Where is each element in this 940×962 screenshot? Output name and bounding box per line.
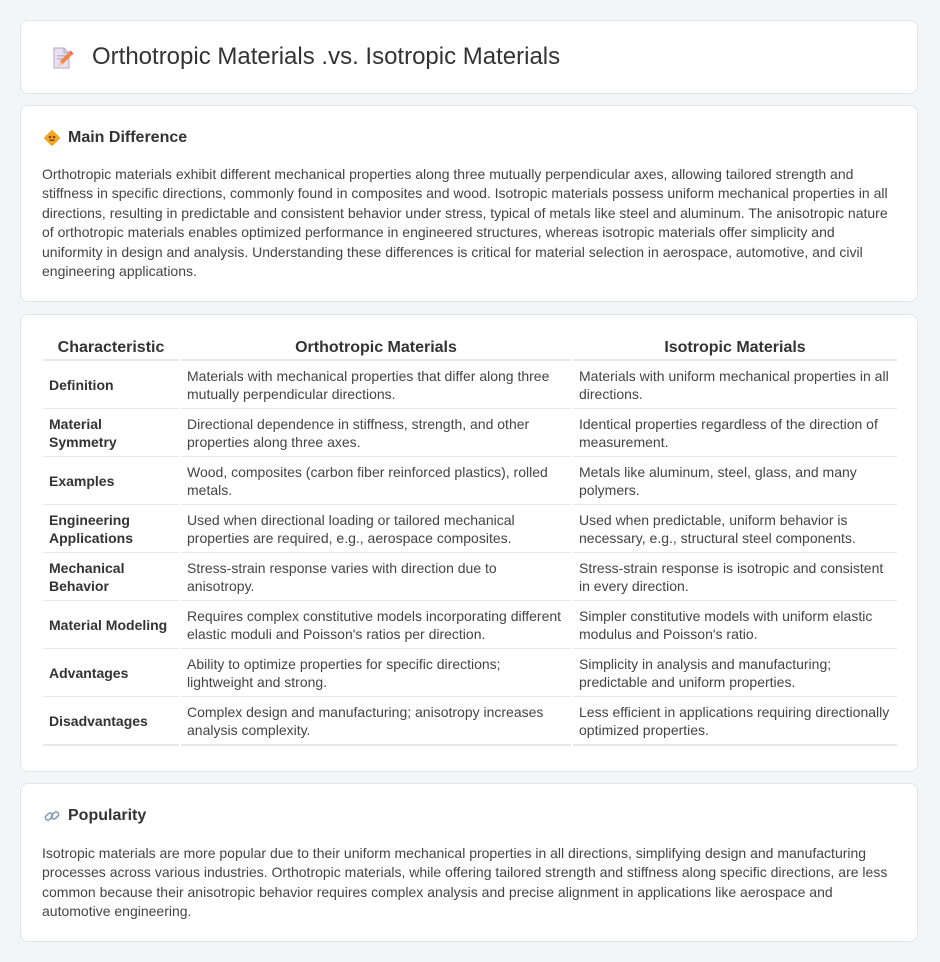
popularity-card [20,783,918,942]
orthotropic-cell: Complex design and manufacturing; anisotropy increases analysis complexity. [181,697,571,746]
row-label: Examples [43,457,179,505]
isotropic-cell: Less efficient in applications requiring directionally optimized properties. [573,697,897,746]
orthotropic-cell: Requires complex constitutive models incorporating different elastic moduli and Poisson's ratios per direction. [181,601,571,649]
row-label: Disadvantages [43,697,179,746]
orthotropic-cell: Materials with mechanical properties that differ along three mutually perpendicular directions. [181,361,571,409]
table-row [43,649,897,697]
row-label: Material Modeling [43,601,179,649]
title-card [20,20,918,94]
row-label: Material Symmetry [43,409,179,457]
main-difference-text: Orthotropic materials exhibit different mechanical properties along three mutually perpendicular axes, allowing tailored strength and stiffness in specific directions, commonly found in composites and wood. Isotropic materials possess uniform mechanical properties in all directions, resulting in predictable and consistent behavior under stress, typical of metals like steel and aluminum. The anisotropic nature of orthotropic materials enables optimized performance in engineered structures, whereas isotropic materials offer simplicity and uniformity in design and analysis. Understanding these differences is critical for material selection in aerospace, automotive, and civil engineering applications. [42,166,888,280]
table-row [43,505,897,553]
column-header: Characteristic [43,335,179,361]
isotropic-cell: Stress-strain response is isotropic and consistent in every direction. [573,553,897,601]
comparison-card [20,314,918,772]
table-row [43,361,897,409]
link-icon [43,807,61,825]
isotropic-cell: Simpler constitutive models with uniform elastic modulus and Poisson's ratio. [573,601,897,649]
row-label: Mechanical Behavior [43,553,179,601]
table-row [43,697,897,746]
popularity-heading: Popularity [68,807,147,824]
document-pencil-icon [49,45,75,71]
isotropic-cell: Simplicity in analysis and manufacturing; predictable and uniform properties. [573,649,897,697]
isotropic-cell: Identical properties regardless of the direction of measurement. [573,409,897,457]
table-row [43,553,897,601]
table-row [43,457,897,505]
diamond-sign-icon [43,129,61,147]
table-row [43,409,897,457]
row-label: Engineering Applications [43,505,179,553]
orthotropic-cell: Stress-strain response varies with direction due to anisotropy. [181,553,571,601]
main-difference-heading: Main Difference [68,129,188,146]
isotropic-cell: Materials with uniform mechanical properties in all directions. [573,361,897,409]
isotropic-cell: Metals like aluminum, steel, glass, and many polymers. [573,457,897,505]
popularity-header [43,806,146,826]
main-difference-header [43,128,187,148]
main-difference-card [20,105,918,302]
orthotropic-cell: Directional dependence in stiffness, strength, and other properties along three axes. [181,409,571,457]
orthotropic-cell: Used when directional loading or tailored mechanical properties are required, e.g., aerospace composites. [181,505,571,553]
row-label: Definition [43,361,179,409]
orthotropic-cell: Wood, composites (carbon fiber reinforced plastics), rolled metals. [181,457,571,505]
row-label: Advantages [43,649,179,697]
column-header: Orthotropic Materials [181,335,571,361]
page-title: Orthotropic Materials .vs. Isotropic Materials [92,43,561,70]
popularity-text: Isotropic materials are more popular due to their uniform mechanical properties in all directions, simplifying design and manufacturing processes across various industries. Orthotropic materials, while offering tailored strength and stiffness along specific directions, are less common because their anisotropic behavior requires complex analysis and precise alignment in applications like aerospace and automotive engineering. [42,845,888,920]
table-header-row [43,335,897,361]
column-header: Isotropic Materials [573,335,897,361]
orthotropic-cell: Ability to optimize properties for specific directions; lightweight and strong. [181,649,571,697]
table-row [43,601,897,649]
comparison-table [41,335,899,746]
isotropic-cell: Used when predictable, uniform behavior is necessary, e.g., structural steel components. [573,505,897,553]
